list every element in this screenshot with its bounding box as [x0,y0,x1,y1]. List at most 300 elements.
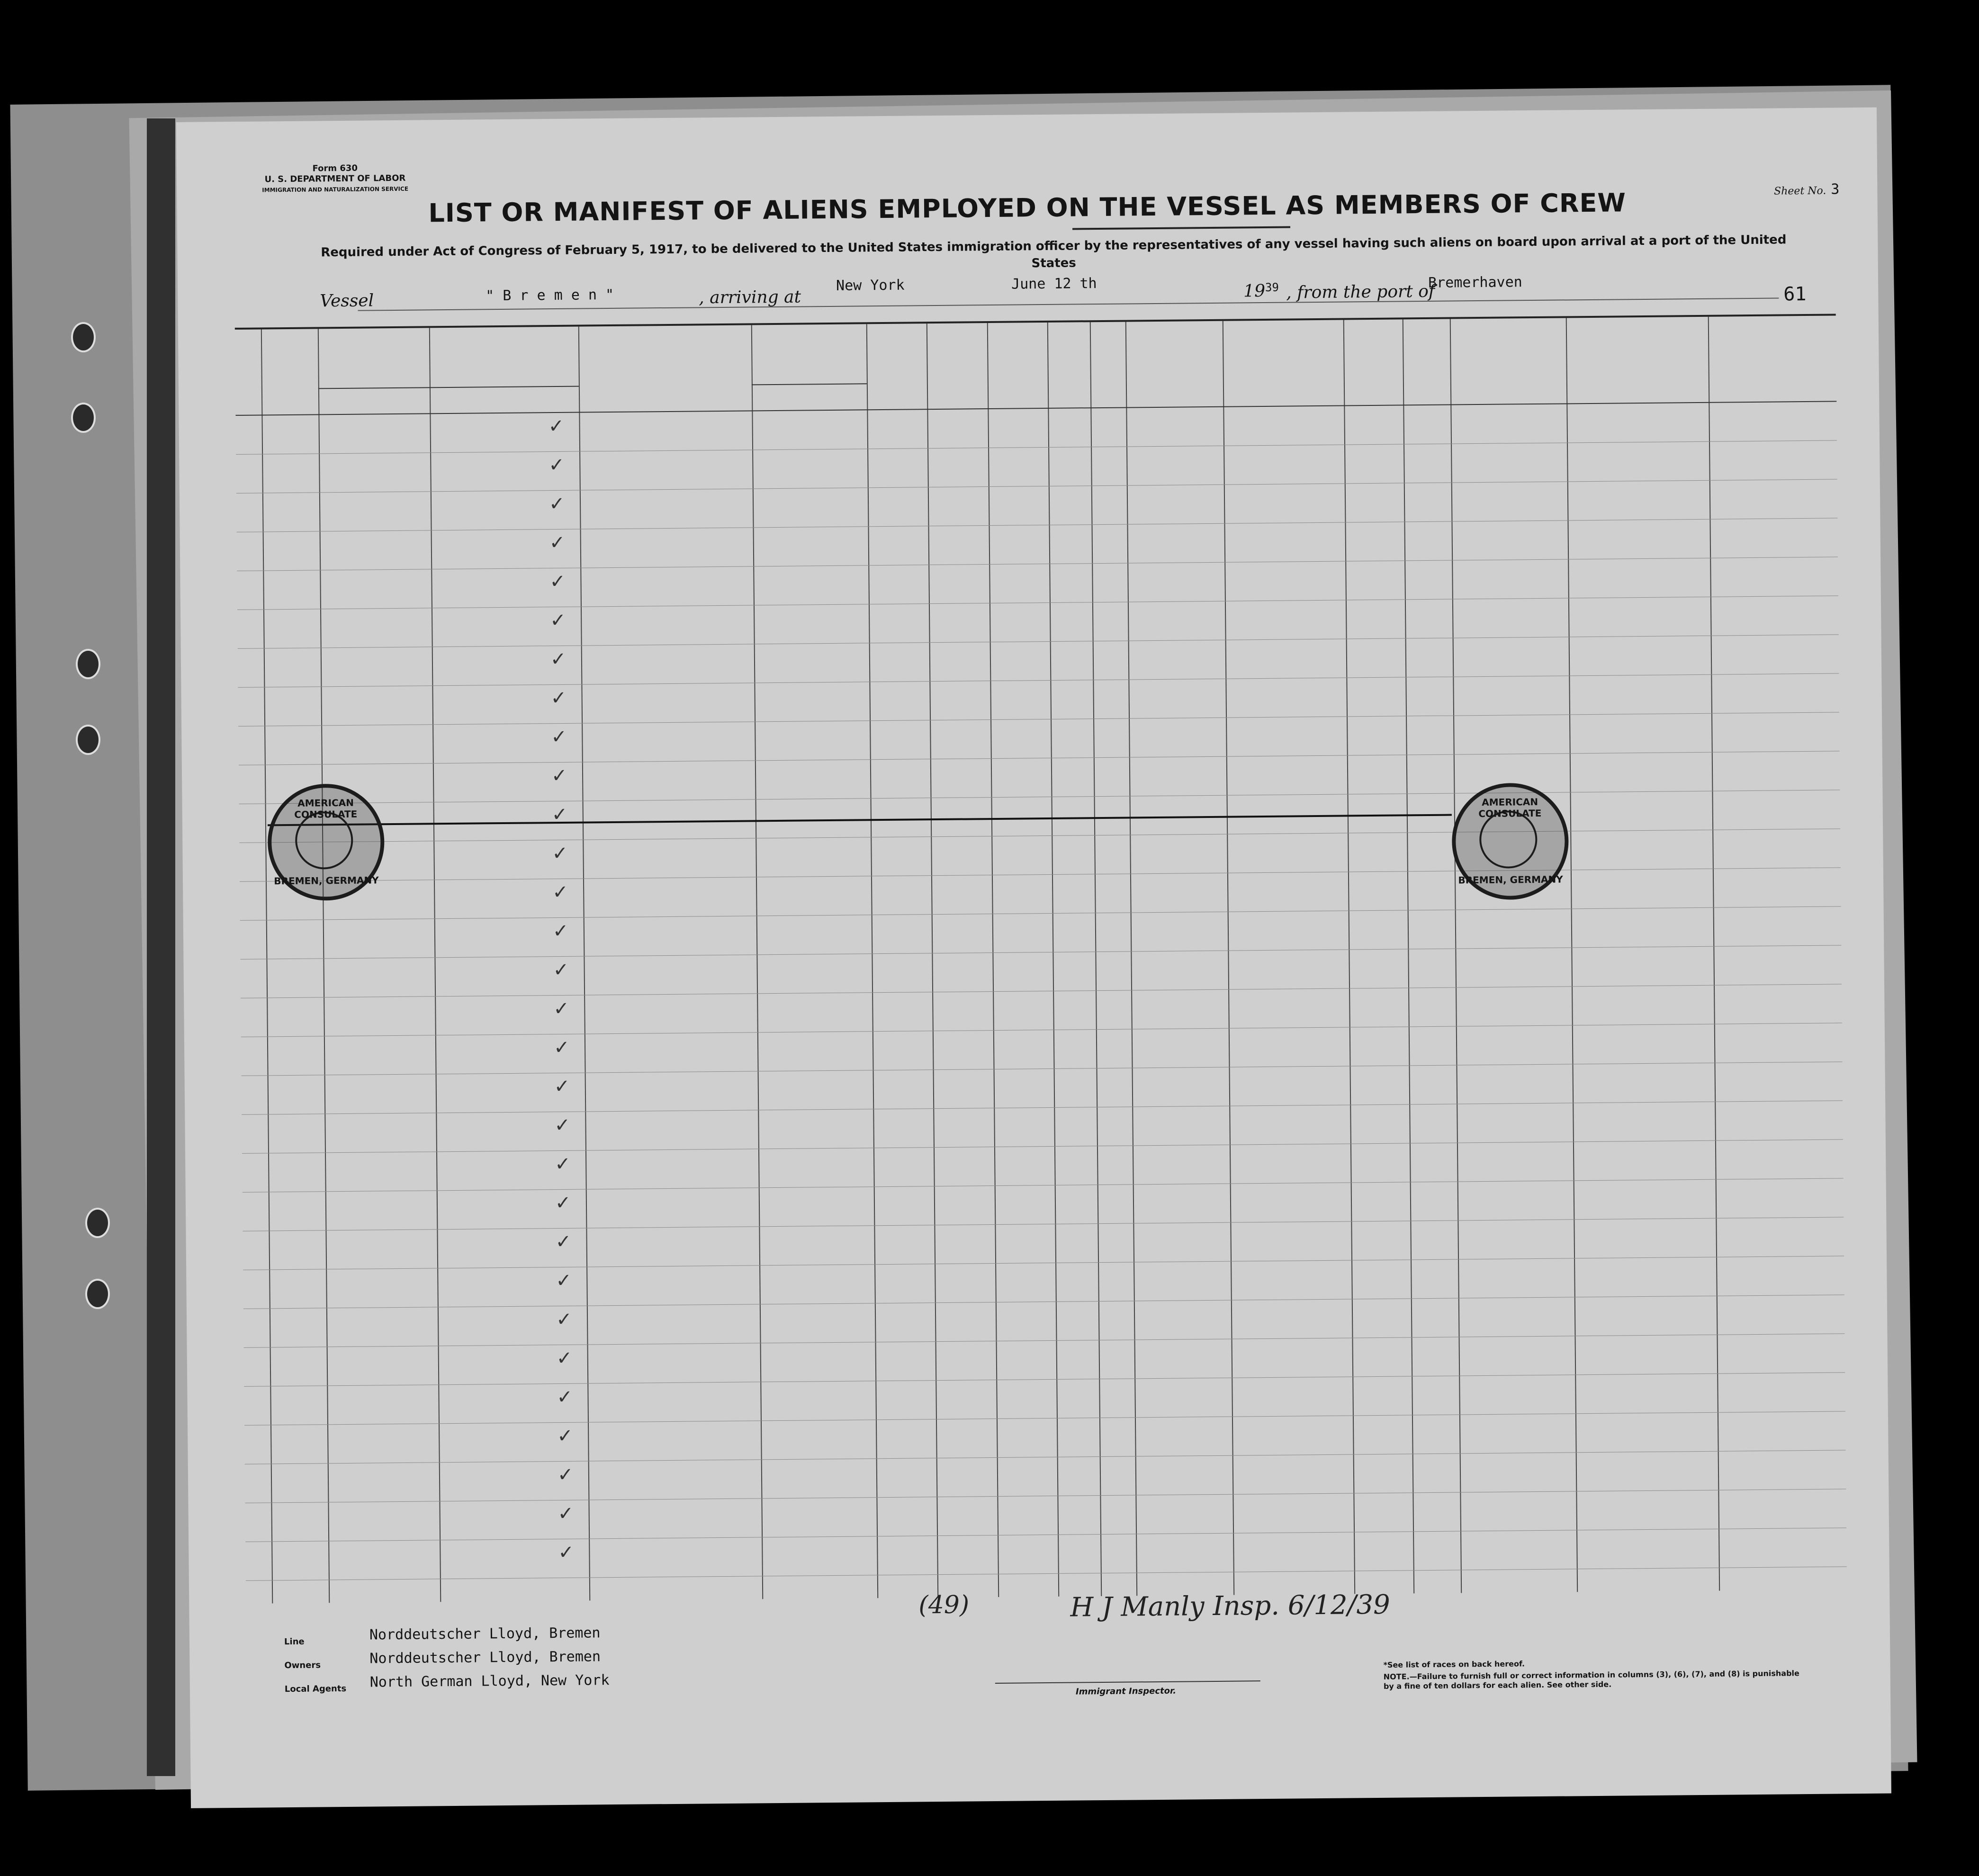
previous-voyage-cell [271,1551,328,1552]
remarks-cell [1568,530,1710,531]
line-label: Line [284,1636,305,1647]
shipped-when-cell [762,1540,819,1541]
age-cell [993,1001,1053,1002]
row-divider [244,1411,1845,1425]
check-mark-icon: ✓ [552,842,568,865]
able-to-read-cell [933,1079,994,1080]
header-c13 [1343,338,1403,339]
height-cell [1347,726,1406,727]
header-c9 [987,341,1047,342]
age-cell [991,807,1052,808]
remarks-cell [1574,1190,1716,1191]
able-to-read-cell [932,924,992,925]
nationality-cell [1228,998,1349,999]
header-remarks-note [1568,355,1706,356]
check-mark-icon: ✓ [550,687,567,709]
weight-cell [1411,1230,1458,1231]
header-c5 [628,344,751,345]
height-cell [1349,920,1408,921]
row-divider [240,906,1841,920]
header-c6 [751,348,866,349]
weight-cell [1413,1502,1460,1503]
physical-marks-cell [1451,414,1567,415]
check-mark-icon: ✓ [555,1192,571,1214]
able-to-read-cell [933,1118,994,1119]
race-cell [1096,961,1228,962]
header-c7 [866,342,927,343]
check-mark-icon: ✓ [557,1386,573,1409]
height-cell [1352,1386,1412,1387]
remarks-cell [1569,724,1711,725]
height-cell [1349,959,1408,960]
race-cell [1094,767,1226,768]
race-cell [1099,1427,1232,1428]
row-divider [241,984,1842,998]
discharged-cell [872,963,932,964]
nationality-cell [1227,843,1348,844]
position-cell [642,1425,761,1426]
race-cell [1092,573,1224,574]
check-mark-icon: ✓ [557,1425,573,1447]
service-length-cell [588,927,633,928]
agents-value: North German Lloyd, New York [369,1672,610,1691]
departure-port: Bremerhaven [1428,274,1522,291]
remarks-cell [1574,1229,1716,1230]
race-cell [1095,883,1227,884]
weight-cell [1403,415,1451,416]
check-mark-icon: ✓ [555,1230,572,1253]
nationality-cell [1232,1387,1352,1388]
service-length-cell [591,1199,636,1200]
shipped-when-cell [757,996,814,997]
previous-voyage-cell [269,1279,326,1280]
race-cell [1096,1000,1228,1001]
previous-voyage-cell [263,580,320,581]
header-col-number [578,330,628,331]
shipped-where-cell [811,646,869,647]
remarks-cell [1573,1151,1715,1152]
header-given-name [449,398,579,399]
able-to-read-cell [935,1312,996,1313]
row-divider [237,595,1838,610]
check-mark-icon: ✓ [556,1308,572,1331]
physical-marks-cell [1457,1074,1573,1075]
row-divider [246,1566,1847,1580]
check-mark-icon: ✓ [554,1075,570,1098]
header-col-number [866,327,927,328]
race-cell [1097,1194,1230,1195]
check-mark-icon: ✓ [550,609,566,632]
check-mark-icon: ✓ [555,1153,571,1176]
remarks-cell [1572,1034,1714,1036]
column-divider [261,329,273,1603]
physical-marks-cell [1452,569,1568,570]
weight-cell [1411,1308,1458,1309]
able-to-read-cell [929,613,990,614]
shipped-when-cell [756,802,812,803]
weight-cell [1411,1269,1458,1270]
race-note: *See list of races on back hereof. [1383,1659,1525,1670]
age-cell [993,1040,1053,1041]
able-to-read-cell [936,1351,996,1352]
shipped-where-cell [813,918,872,919]
header-col-number [261,332,318,333]
row-divider [236,479,1837,493]
weight-cell [1409,1075,1457,1076]
physical-marks-cell [1453,686,1569,687]
service-length-cell [592,1393,637,1394]
physical-marks-cell [1457,1191,1574,1192]
header-c12 [1223,339,1343,340]
header-subrule [752,383,867,385]
race-cell [1093,728,1226,729]
shipped-where-cell [810,491,868,492]
row-divider [236,440,1837,454]
remarks-cell [1567,491,1709,492]
header-c15 [1450,337,1566,338]
row-divider [242,1061,1843,1076]
physical-marks-cell [1458,1307,1574,1308]
nationality-cell [1227,804,1348,805]
row-divider [243,1178,1844,1192]
nationality-cell [1224,494,1345,495]
title-rule [1072,226,1290,230]
weight-cell [1408,959,1456,960]
race-cell [1091,456,1223,457]
header-family-name [318,399,449,400]
nationality-cell [1232,1426,1353,1427]
nationality-cell [1231,1270,1351,1271]
punch-hole [71,322,96,352]
physical-marks-cell [1452,530,1568,531]
column-divider [1047,323,1059,1597]
remarks-cell [1568,568,1710,570]
shipped-where-cell [809,413,867,414]
discharged-cell [877,1507,937,1508]
able-to-read-cell [931,885,992,886]
row-divider [240,867,1841,881]
header-col-number [1708,319,1836,320]
check-mark-icon: ✓ [550,648,567,671]
arriving-label: , arriving at [699,287,801,308]
race-cell [1092,534,1224,535]
weight-cell [1408,920,1455,921]
row-divider [239,751,1840,765]
race-cell [1094,844,1227,845]
check-mark-icon: ✓ [553,1036,570,1059]
row-divider [243,1294,1844,1309]
row-divider [241,1023,1842,1037]
physical-marks-cell [1460,1501,1576,1502]
weight-cell [1403,454,1451,455]
discharged-cell [868,497,928,498]
header-col-number [1566,321,1708,322]
age-cell [995,1234,1055,1235]
check-mark-icon: ✓ [557,1463,574,1486]
shipped-where-cell [815,1151,873,1152]
service-length-cell [586,694,631,695]
height-cell [1344,454,1403,455]
discharged-cell [870,691,930,692]
page-number: 61 [1783,283,1807,305]
shipped-when-cell [760,1307,817,1308]
column-divider [429,328,441,1602]
sex-cell [1052,845,1094,846]
sex-cell [1050,612,1092,613]
physical-marks-cell [1456,958,1572,959]
header-c3 [318,350,578,353]
physical-marks-cell [1457,1152,1573,1153]
penalty-note: NOTE.—Failure to furnish full or correct information in columns (3), (6), (7), and (8) is punishable by a fine of ten dollars for each alien. See other side. [1383,1669,1799,1691]
sex-cell [1052,923,1095,924]
crew-table [235,314,1847,1603]
previous-voyage-cell [271,1473,328,1474]
race-cell [1097,1116,1229,1117]
check-mark-icon: ✓ [549,531,566,554]
check-mark-icon: ✓ [556,1347,573,1370]
weight-cell [1413,1541,1460,1542]
height-cell [1352,1347,1412,1348]
service-length-cell [584,461,629,462]
nationality-cell [1224,571,1345,572]
header-col-number [987,326,1047,327]
height-cell [1345,493,1404,494]
row-divider [239,828,1840,843]
able-to-read-cell [929,652,990,653]
service-length-cell [593,1471,638,1472]
row-divider [239,790,1840,804]
age-cell [995,1195,1055,1196]
punch-hole [85,1208,110,1238]
service-length-cell [586,655,631,656]
remarks-cell [1566,413,1709,414]
nationality-cell [1227,882,1348,883]
check-mark-icon: ✓ [558,1502,574,1525]
check-mark-icon: ✓ [551,764,567,787]
discharged-cell [868,536,928,537]
weight-cell [1406,687,1453,688]
column-divider [1343,320,1355,1594]
page-title: LIST OR MANIFEST OF ALIENS EMPLOYED ON THE VESSEL AS MEMBERS OF CREW [428,188,1627,228]
nationality-cell [1226,765,1347,766]
remarks-cell [1567,452,1709,453]
position-cell [641,1270,759,1271]
remarks-cell [1574,1267,1716,1269]
shipped-when-cell [755,763,812,764]
line-value: Norddeutscher Lloyd, Bremen [369,1625,601,1643]
remarks-cell [1572,996,1714,997]
height-cell [1348,881,1407,882]
sex-cell [1051,690,1093,691]
row-divider [243,1217,1844,1231]
race-cell [1091,495,1224,496]
nationality-cell [1233,1542,1354,1543]
discharged-cell [874,1274,935,1275]
header-shipped-when [752,395,809,396]
remarks-cell [1573,1073,1715,1075]
header-c11 [1090,340,1223,341]
race-cell [1098,1272,1231,1273]
weight-cell [1404,493,1451,494]
age-cell [990,729,1051,730]
nationality-cell [1224,532,1345,533]
sex-cell [1056,1350,1099,1351]
age-cell [997,1428,1057,1429]
check-mark-icon: ✓ [552,920,569,942]
height-cell [1344,415,1403,416]
weight-cell [1406,726,1453,727]
weight-cell [1405,648,1453,649]
shipped-when-cell [759,1268,816,1269]
physical-marks-cell [1460,1540,1576,1541]
physical-marks-cell [1453,725,1569,726]
nationality-cell [1230,1193,1351,1194]
height-cell [1351,1192,1410,1193]
shipped-when-cell [758,1074,815,1075]
shipped-where-cell [816,1229,874,1230]
remarks-cell [1571,879,1713,880]
physical-marks-cell [1451,492,1567,493]
check-mark-icon: ✓ [552,881,568,904]
remarks-cell [1575,1423,1718,1424]
binding-edge [147,118,175,1776]
physical-marks-cell [1456,1035,1572,1036]
header-col-number [1450,322,1566,323]
height-cell [1346,648,1405,649]
row-divider [244,1333,1845,1347]
age-cell [998,1506,1058,1507]
nationality-cell [1228,921,1349,922]
discharged-cell [870,769,930,770]
column-divider [318,329,330,1603]
row-divider [238,673,1839,687]
column-divider [1090,322,1102,1596]
punch-hole [76,649,100,679]
punch-hole [71,403,96,433]
arrival-year: $19^{39}$ [1243,280,1279,301]
nationality-cell [1225,649,1346,650]
nationality-cell [1223,416,1344,417]
punch-hole [76,725,100,755]
discharged-cell [876,1468,936,1469]
weight-cell [1412,1463,1460,1464]
discharged-cell [874,1196,934,1197]
row-divider [237,557,1838,571]
shipped-when-cell [757,1035,814,1036]
row-divider [242,1100,1843,1114]
position-cell [640,1153,758,1154]
physical-marks-cell [1457,1113,1573,1114]
shipped-when-cell [761,1501,818,1502]
discharged-cell [874,1235,935,1236]
check-mark-icon: ✓ [551,726,567,748]
remarks-cell [1576,1462,1718,1463]
previous-voyage-cell [270,1318,326,1319]
inspector-signature: H J Manly Insp. 6/12/39 [1070,1589,1390,1623]
header-col-number [318,331,578,333]
nationality-cell [1232,1464,1353,1465]
manifest-sheet [176,108,1891,1808]
sex-cell [1048,457,1091,458]
age-cell [991,768,1051,769]
race-cell [1094,806,1227,807]
remarks-cell [1574,1306,1717,1308]
nationality-cell [1229,1115,1350,1116]
check-mark-icon: ✓ [549,454,565,476]
check-mark-icon: ✓ [549,570,566,593]
remarks-cell [1573,1112,1715,1113]
sex-cell [1056,1311,1098,1312]
sex-cell [1054,1117,1097,1118]
sex-cell [1056,1389,1099,1390]
race-cell [1093,650,1225,651]
race-cell [1098,1233,1231,1234]
weight-cell [1407,881,1455,882]
check-mark-icon: ✓ [553,997,570,1020]
sex-cell [1054,1078,1097,1079]
row-divider [245,1489,1846,1503]
remarks-cell [1568,607,1710,609]
column-divider [578,327,590,1601]
inspector-label: Immigrant Inspector. [1075,1686,1177,1697]
physical-marks-cell [1458,1268,1574,1269]
remarks-cell [1570,763,1712,764]
nationality-cell [1229,1076,1350,1077]
header-col-number [628,329,751,330]
able-to-read-cell [931,846,991,847]
able-to-read-cell [936,1390,996,1391]
weight-cell [1409,1036,1456,1037]
row-divider [242,1139,1843,1153]
discharged-cell [867,458,927,459]
inspector-line [995,1680,1260,1684]
race-cell [1093,689,1226,690]
physical-marks-cell [1459,1385,1575,1386]
header-c4 [578,345,628,346]
row-divider [243,1256,1844,1270]
form-identifier [262,163,408,196]
department: U. S. DEPARTMENT OF LABOR [264,173,406,185]
physical-marks-cell [1451,453,1567,454]
owners-value: Norddeutscher Lloyd, Bremen [369,1648,601,1667]
remarks-cell [1576,1539,1718,1541]
sex-cell [1052,884,1095,885]
service-length-cell [586,733,631,734]
sex-cell [1050,651,1093,652]
race-cell [1099,1388,1232,1389]
height-cell [1353,1425,1412,1426]
service-length-cell [584,422,629,423]
check-mark-icon: ✓ [549,493,565,515]
age-cell [989,535,1049,536]
row-divider [244,1372,1845,1386]
nationality-cell [1223,455,1344,456]
column-divider [1125,322,1137,1596]
able-to-read-cell [927,419,988,420]
service: IMMIGRATION AND NATURALIZATION SERVICE [262,185,409,194]
nationality-cell [1233,1503,1354,1504]
race-cell [1099,1349,1232,1350]
remarks-cell [1569,646,1711,647]
arrival-date: June 12 th [1011,275,1097,293]
race-cell [1100,1466,1232,1467]
physical-marks-cell [1459,1346,1575,1347]
page-subtitle: Required under Act of Congress of February 5, 1917, to be delivered to the United States immigration officer by the representatives of any vessel having such aliens on board upon arrival at a port of the United States [321,233,1787,271]
header-c16 [1566,341,1708,342]
header-col-number [1223,324,1343,325]
shipped-where-cell [818,1423,876,1424]
remarks-cell [1572,957,1714,958]
